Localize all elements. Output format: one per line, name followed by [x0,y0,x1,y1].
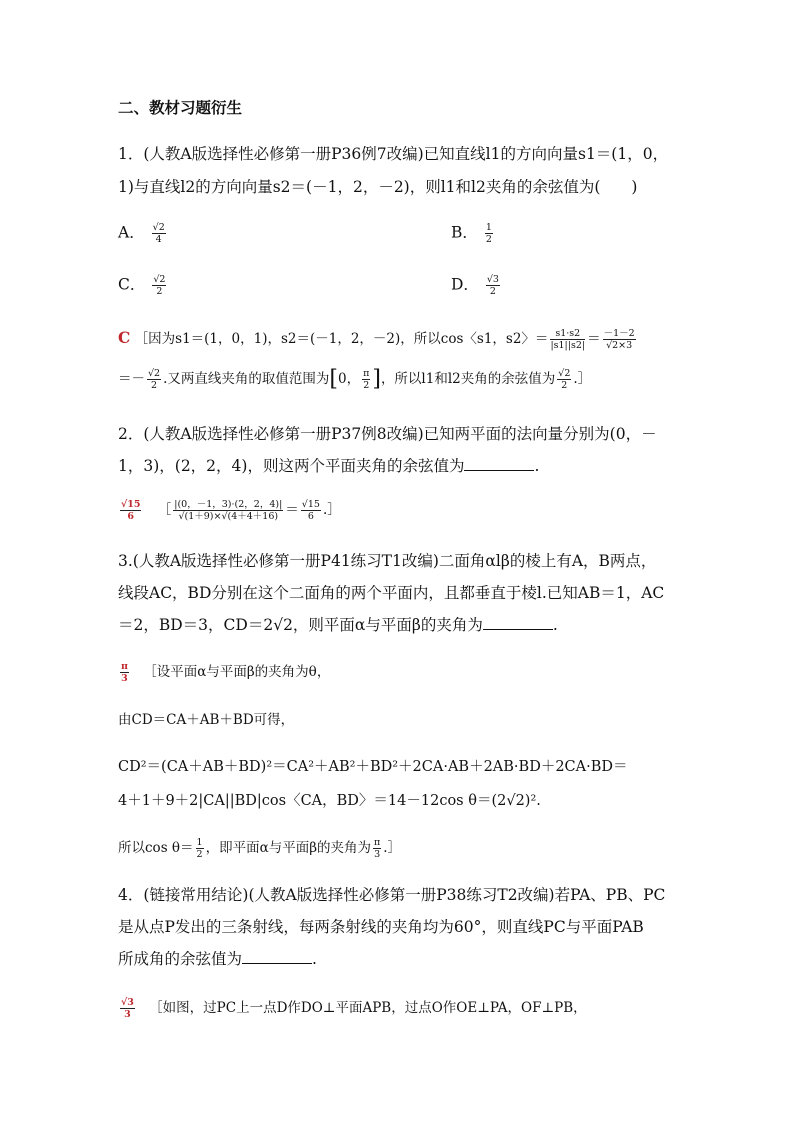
option-b-label: B． [451,223,478,242]
q1-option-a [118,222,168,245]
q1-fraction-1: $\frac{s1\cdot s2}{|s1||s2|}$ [550,328,586,351]
option-c-label: C． [118,275,146,294]
q1-line-2: 1)与直线l2的方向向量s2＝(－1，2，－2)，则l1和l2夹角的余弦值为( ) [118,178,638,196]
q4-line-2: 是从点P发出的三条射线，每两条射线的夹角均为60°，则直线PC与平面PAB [118,918,644,936]
q2-line-2: 1，3)，(2，2，4)，则这两个平面夹角的余弦值为 . [118,457,540,475]
q1-fraction-2: $\frac{-1-2}{√2\times 3}$ [603,328,635,351]
q4-line-3: 所成角的余弦值为 . [118,950,317,968]
q2-line-1: 2．(人教A版选择性必修第一册P37例8改编)已知两平面的法向量分别为(0，－ [118,425,657,443]
option-d-label: D． [451,275,479,294]
q3-explanation-4: 4＋1＋9＋2|CA||BD|cos〈CA，BD〉＝14－12cos θ＝(2√2)². [118,793,541,809]
q1-explanation-1: C ［因为s1＝(1，0，1)，s2＝(－1，2，－2)，所以cos〈s1，s2〉＝ $\frac{s1\cdot s2}{|s1||s2|}$ ＝ $\frac{-1-2}{√2\times 3}$ [118,328,635,351]
q3-explanation-2: 由CD＝CA＋AB＋BD可得， [118,712,295,728]
q1-option-d [451,274,502,297]
option-b-fraction: $\frac{1}{2}$ [485,222,492,245]
option-c-fraction: $\frac{√2}{2}$ [153,274,166,297]
q4-answer-blank [242,949,312,964]
q2-answer: $\frac{√15}{6}$ [121,499,141,522]
option-d-fraction: $\frac{√3}{2}$ [486,274,499,297]
q3-explanation-1: $\frac{\pi}{3}$ ［设平面α与平面β的夹角为θ， [121,661,331,684]
option-a-fraction: $\frac{√2}{4}$ [152,222,165,245]
q1-option-c [118,274,168,297]
q3-explanation-5: 所以cos θ＝ $\frac{1}{2}$ ，即平面α与平面β的夹角为 $\frac{\pi}{3}$ .］ [118,837,402,860]
q1-option-b [451,222,495,245]
q3-answer: $\frac{\pi}{3}$ [121,661,128,684]
q3-explanation-3: CD²＝(CA＋AB＋BD)²＝CA²＋AB²＋BD²＋2CA·AB＋2AB·BD＋2CA·BD＝ [118,759,628,775]
q4-explanation-1: $\frac{√3}{3}$ ［如图，过PC上一点D作DO⊥平面APB，过点O作OE⊥PA，OF⊥PB， [121,997,587,1020]
q3-line-3: ＝2，BD＝3，CD＝2√2，则平面α与平面β的夹角为 . [118,616,558,634]
q4-answer: $\frac{√3}{3}$ [121,997,134,1020]
q4-line-1: 4．(链接常用结论)(人教A版选择性必修第一册P38练习T2改编)若PA、PB、PC [118,886,666,904]
q2-answer-blank [464,456,534,471]
option-a-label: A． [118,223,145,242]
q3-answer-blank [483,615,553,630]
q2-explanation: $\frac{√15}{6}$ ［ $\frac{|(0,-1,3)\cdot(2,2,4)|}{√(1+9)\times√(4+4+16)}$ ＝ $\frac{√15}{6}$ .］ [121,499,341,522]
q3-line-1: 3.(人教A版选择性必修第一册P41练习T1改编)二面角αlβ的棱上有A，B两点， [118,552,657,570]
q1-answer: C [118,328,131,347]
q1-line-1: 1．(人教A版选择性必修第一册P36例7改编)已知直线l1的方向向量s1＝(1，0， [118,145,669,163]
section-title: 二、教材习题衍生 [118,98,243,117]
q1-explanation-2: ＝－ $\frac{√2}{2}$ .又两直线夹角的取值范围为[0， $\frac{\pi}{2}$ ]，所以l1和l2夹角的余弦值为 $\frac{√2}{2}$ .］ [118,366,592,392]
q3-line-2: 线段AC，BD分别在这个二面角的两个平面内，且都垂直于棱l.已知AB＝1，AC [118,584,665,602]
